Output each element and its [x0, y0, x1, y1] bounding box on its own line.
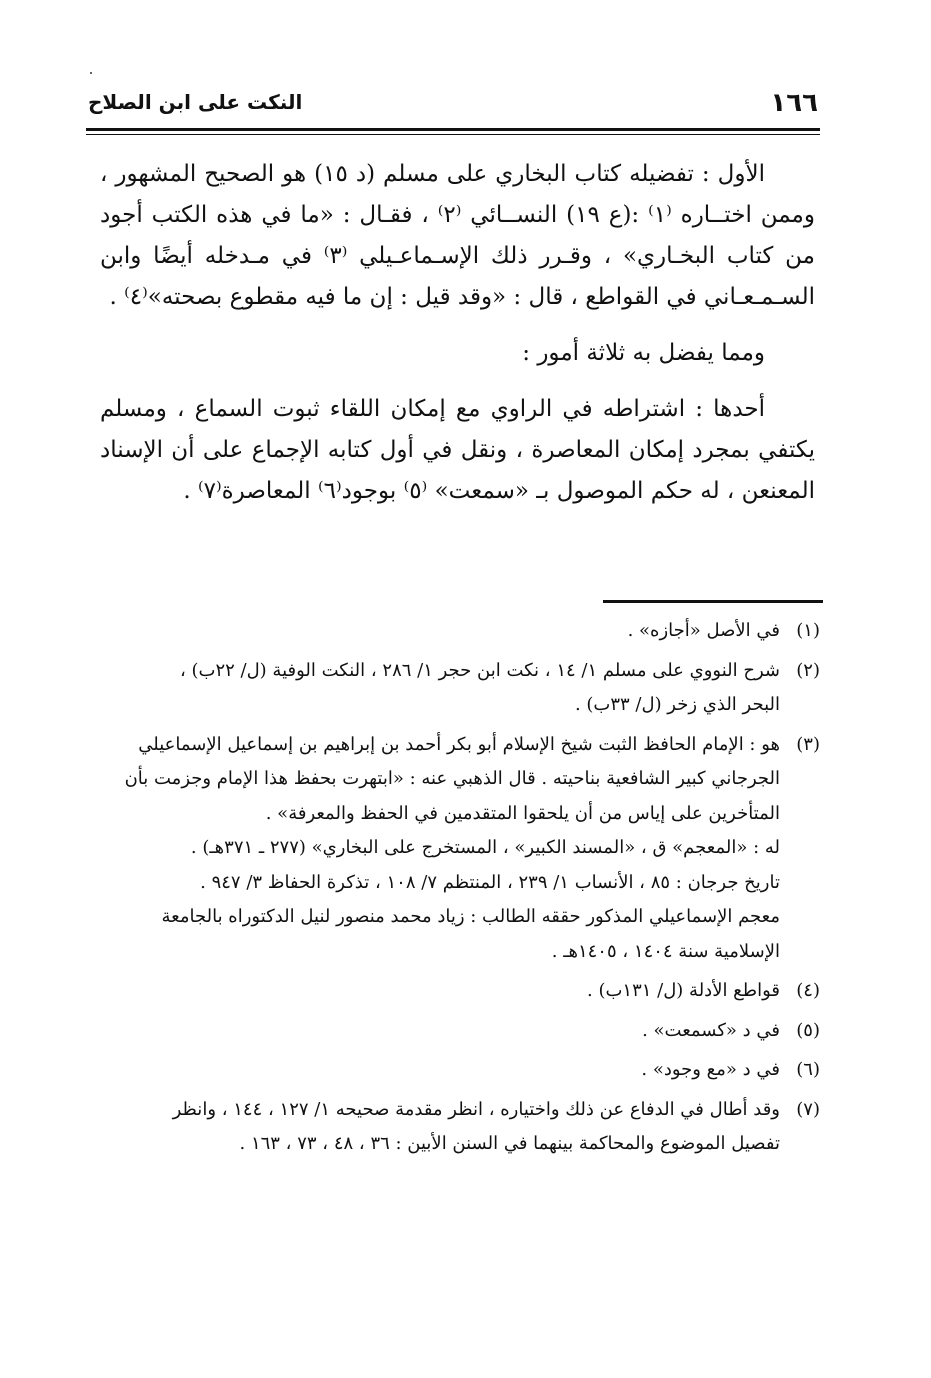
footnote-5 — [100, 1014, 820, 1049]
footnote-line: المتأخرين على إياس من أن يلحقوا المتقدمين في الحفظ والمعرفة» . — [265, 802, 780, 824]
book-title: النكت على ابن الصلاح — [88, 90, 303, 114]
footnote-line: وقد أطال في الدفاع عن ذلك واختياره ، انظر مقدمة صحيحه ١/ ١٢٧ ، ١٤٤ ، وانظر — [172, 1098, 780, 1120]
footnote-number: (٢) — [796, 659, 820, 681]
footnote-line: تفصيل الموضوع والمحاكمة بينهما في السنن الأبين : ٣٦ ، ٤٨ ، ٧٣ ، ١٦٣ . — [239, 1133, 780, 1154]
footnote-separator — [603, 600, 823, 603]
footnote-line: في الأصل «أجازه» . — [627, 620, 780, 641]
footnote-line: في د «مع وجود» . — [641, 1059, 780, 1080]
footnote-number: (١) — [796, 620, 820, 641]
footnote-line: شرح النووي على مسلم ١/ ١٤ ، نكت ابن حجر ١/ ٢٨٦ ، النكت الوفية (ل/ ٢٢ب) ، — [179, 659, 780, 681]
footnote-3 — [100, 728, 820, 970]
footnote-line: هو : الإمام الحافظ الثبت شيخ الإسلام أبو بكر أحمد بن إبراهيم بن إسماعيل الإسماعيلي — [138, 733, 780, 755]
header-rule-thick — [86, 128, 820, 131]
footnote-number: (٦) — [796, 1059, 820, 1080]
paragraph-three-matters: ومما يفضل به ثلاثة أمور : — [522, 340, 765, 366]
footnote-number: (٣) — [796, 733, 820, 755]
footnote-line: معجم الإسماعيلي المذكور حققه الطالب : زياد محمد منصور لنيل الدكتوراه بالجامعة — [161, 906, 780, 927]
main-text — [100, 154, 815, 527]
footnote-number: (٤) — [796, 980, 820, 1001]
header-rule-thin — [86, 134, 820, 135]
page-number: ١٦٦ — [770, 88, 818, 118]
footnote-line: الجرجاني كبير الشافعية بناحيته . قال الذهبي عنه : «ابتهرت بحفظ هذا الإمام وجزمت بأن — [124, 768, 780, 789]
footnote-line: في د «كسمعت» . — [642, 1019, 780, 1041]
running-head — [88, 88, 818, 124]
scan-speck — [90, 72, 92, 74]
footnote-4 — [100, 974, 820, 1009]
paragraph-first-point: الأول : تفضيله كتاب البخاري على مسلم (د ١٥) هو الصحيح المشهور ، وممن اختــاره ⁽١⁾ :(ع ١٩) النســائي ⁽٢⁾ ، فقـال : «ما في هذه الكتب أجود من كتاب البخـاري» ، وقـرر ذلك الإسـماعـيلي ⁽٣⁾ في مـدخله أيضًا وابن السـمـعـاني في القواطع ، قال : «وقد قيل : إن ما فيه مقطوع بصحته»⁽٤⁾ . — [100, 161, 815, 310]
footnote-line: البحر الذي زخر (ل/ ٣٣ب) . — [574, 694, 780, 715]
footnote-line: تاريخ جرجان : ٨٥ ، الأنساب ١/ ٢٣٩ ، المنتظم ٧/ ١٠٨ ، تذكرة الحفاظ ٣/ ٩٤٧ . — [200, 871, 780, 893]
footnote-line: له : «المعجم» ق ، «المسند الكبير» ، المستخرج على البخاري» (٢٧٧ ـ ٣٧١هـ) . — [190, 837, 780, 858]
footnote-number: (٥) — [796, 1019, 820, 1041]
footnote-line: الإسلامية سنة ١٤٠٤ ، ١٤٠٥هـ . — [551, 940, 780, 962]
footnote-7 — [100, 1093, 820, 1162]
footnote-number: (٧) — [796, 1098, 820, 1120]
footnote-6 — [100, 1053, 820, 1088]
paragraph-first-matter: أحدها : اشتراطه في الراوي مع إمكان اللقاء ثبوت السماع ، ومسلم يكتفي بمجرد إمكان المعاصرة ، ونقل في أول كتابه الإجماع على أن الإسناد المعنعن ، له حكم الموصول بـ «سمعت» ⁽٥⁾ بوجود⁽٦⁾ المعاصرة⁽٧⁾ . — [100, 396, 815, 504]
footnotes — [100, 614, 820, 1167]
footnote-line: قواطع الأدلة (ل/ ١٣١ب) . — [587, 980, 780, 1001]
footnote-2 — [100, 654, 820, 723]
footnote-1 — [100, 614, 820, 649]
